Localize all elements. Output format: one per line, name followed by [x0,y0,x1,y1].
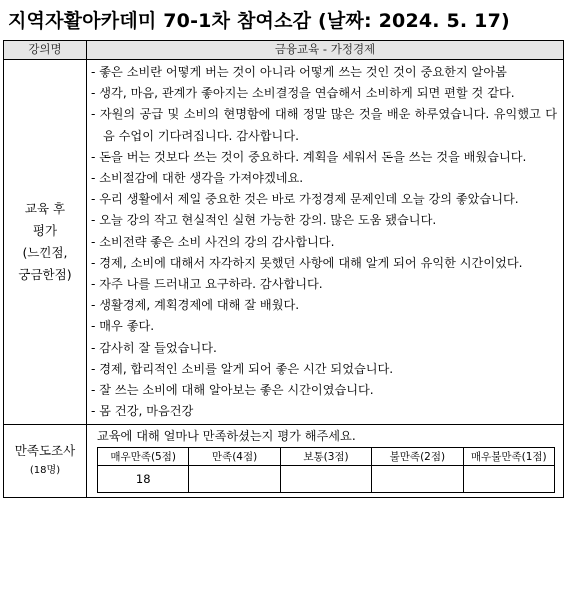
feedback-item: - 경제, 소비에 대해서 자각하지 못했던 사항에 대해 알게 되어 유익한 시간이었다. [91,255,523,270]
evaluation-content [87,60,564,425]
evaluation-row [4,60,564,425]
feedback-item: - 우리 생활에서 제일 중요한 것은 바로 가정경제 문제인데 오늘 강의 좋았습니다. [91,192,519,207]
rating-very-satisfied: 매우만족(5점) [98,448,189,466]
feedback-item: - 경제, 합리적인 소비를 알게 되어 좋은 시간 되었습니다. [91,361,394,376]
feedback-item: - 생각, 마음, 관계가 좋아지는 소비결정을 연습해서 소비하게 되면 편할 것 같다. [91,86,515,101]
count-dissatisfied [372,466,463,493]
feedback-item: - 매우 좋다. [91,319,155,334]
satisfaction-row [4,425,564,498]
feedback-item: - 돈을 버는 것보다 쓰는 것이 중요하다. 계획을 세워서 돈을 쓰는 것을 배웠습니다. [91,149,527,164]
feedback-item: - 자원의 공급 및 소비의 현명함에 대해 정말 많은 것을 배운 하루였습니다. 유익했고 다음 수업이 기다려집니다. 감사합니다. [91,107,557,143]
page-title: 지역자활아카데미 70-1차 참여소감 (날짜: 2024. 5. 17) [8,10,510,32]
satisfaction-values-row [98,466,555,493]
header-lecture-label: 강의명 [4,41,87,60]
satisfaction-label-cell [4,425,87,498]
satisfaction-label: 만족도조사 [14,443,76,459]
feedback-item: - 오늘 강의 작고 현실적인 실현 가능한 강의. 많은 도움 됐습니다. [91,213,437,228]
respondent-count: (18명) [29,465,61,477]
rating-satisfied: 만족(4점) [189,448,280,466]
satisfaction-question: 교육에 대해 얼마나 만족하셨는지 평가 해주세요. [97,429,356,444]
feedback-item: - 잘 쓰는 소비에 대해 알아보는 좋은 시간이였습니다. [91,383,374,398]
satisfaction-table [97,447,555,493]
header-lecture-name: 금융교육 - 가정경제 [87,41,564,60]
feedback-item: - 자주 나를 드러내고 요구하라. 감사합니다. [91,277,323,292]
evaluation-label-line: 평가 [32,223,58,239]
evaluation-label [4,60,87,425]
count-neutral [280,466,371,493]
feedback-item: - 생활경제, 계획경제에 대해 잘 배웠다. [91,298,300,313]
rating-very-dissatisfied: 매우불만족(1점) [463,448,554,466]
rating-neutral: 보통(3점) [280,448,371,466]
count-very-satisfied: 18 [98,466,189,493]
feedback-item: - 소비절감에 대한 생각을 가져야겠네요. [91,171,304,186]
feedback-item: - 몸 건강, 마음건강 [91,404,194,419]
evaluation-label-line: 교육 후 [24,201,66,217]
feedback-item: - 소비전략 좋은 소비 사건의 강의 감사합니다. [91,234,335,249]
survey-table [3,40,564,498]
header-row [4,41,564,60]
feedback-item: - 감사히 잘 들었습니다. [91,340,217,355]
feedback-list [87,60,563,424]
satisfaction-content [87,425,564,498]
satisfaction-header-row [98,448,555,466]
count-very-dissatisfied [463,466,554,493]
count-satisfied [189,466,280,493]
feedback-item: - 좋은 소비란 어떻게 버는 것이 아니라 어떻게 쓰는 것인 것이 중요한지 알아봄 [91,65,507,79]
rating-dissatisfied: 불만족(2점) [372,448,463,466]
evaluation-label-line: (느낀점, [22,245,68,261]
evaluation-label-line: 궁금한점) [18,267,72,283]
